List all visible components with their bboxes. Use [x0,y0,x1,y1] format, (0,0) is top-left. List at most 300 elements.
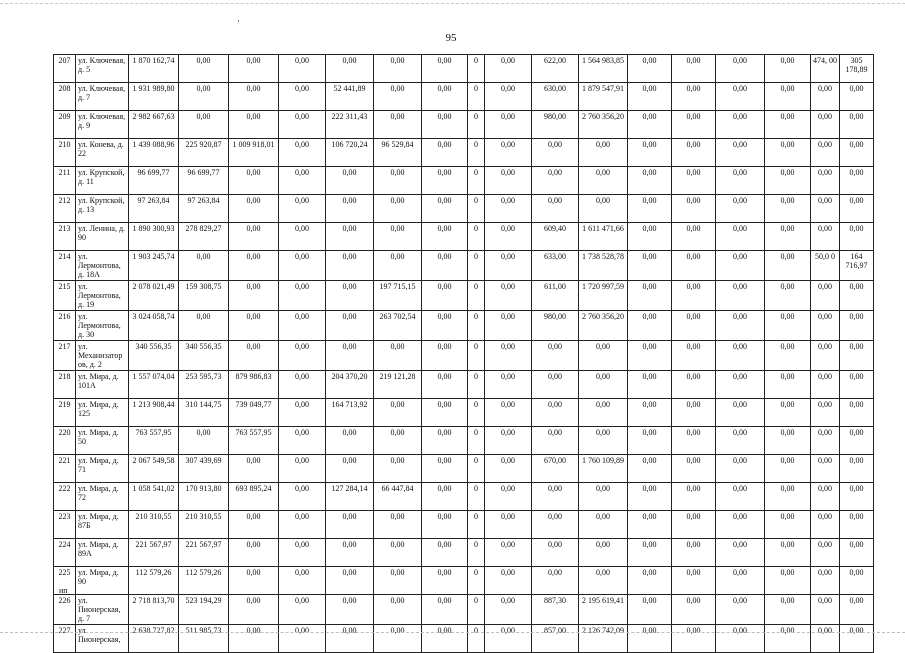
amount-cell: 0,00 [765,195,811,223]
table-row [54,595,874,625]
address-cell: ул. Механизатор ов, д. 2 [76,341,129,371]
amount-cell: 0,00 [485,55,532,83]
address-cell: ул. Лермонтова, д. 30 [76,311,129,341]
amount-cell: 0,00 [840,311,874,341]
row-number-cell: 216 [54,311,76,341]
amount-cell: 0,00 [672,195,716,223]
amount-cell: 0,00 [422,539,468,567]
footer-mark: ип [59,586,68,595]
amount-cell: 0,00 [279,427,326,455]
amount-cell: 0,00 [765,55,811,83]
amount-cell: 0,00 [229,539,279,567]
amount-cell: 0,00 [326,55,374,83]
address-cell: ул. Мира, д. 72 [76,483,129,511]
address-cell: ул. Мира, д. 87Б [76,511,129,539]
amount-cell: 0,00 [840,399,874,427]
amount-cell: 0,00 [326,625,374,653]
amount-cell: 0,00 [485,83,532,111]
amount-cell: 0 [468,567,485,595]
amount-cell: 857,00 [532,625,579,653]
amount-cell: 0,00 [422,427,468,455]
amount-cell: 0,00 [485,427,532,455]
amount-cell: 0,00 [579,511,628,539]
table-body [54,55,874,653]
amount-cell: 0,00 [485,111,532,139]
amount-cell: 0,00 [628,251,672,281]
table-row [54,455,874,483]
amount-cell: 0,00 [485,195,532,223]
amount-cell: 2 078 021,49 [129,281,179,311]
amount-cell: 0,00 [628,371,672,399]
amount-cell: 2 982 667,63 [129,111,179,139]
amount-cell: 0,00 [279,567,326,595]
row-number-cell: 225 [54,567,76,595]
amount-cell: 887,30 [532,595,579,625]
amount-cell: 0,00 [374,595,422,625]
amount-cell: 0,00 [326,455,374,483]
amount-cell: 0,00 [422,399,468,427]
amount-cell: 0,00 [279,55,326,83]
amount-cell: 0,00 [279,483,326,511]
amount-cell: 0,00 [628,195,672,223]
amount-cell: 879 986,83 [229,371,279,399]
amount-cell: 0,00 [485,341,532,371]
address-cell: ул. Ленина, д. 90 [76,223,129,251]
amount-cell: 0,00 [765,427,811,455]
amount-cell: 97 263,84 [179,195,229,223]
amount-cell: 0,00 [532,195,579,223]
amount-cell: 0,00 [716,223,765,251]
amount-cell: 0,00 [628,281,672,311]
amount-cell: 0,00 [279,455,326,483]
amount-cell: 0 [468,83,485,111]
amount-cell: 0,00 [485,167,532,195]
amount-cell: 0,00 [485,251,532,281]
table-row [54,567,874,595]
amount-cell: 0,00 [716,55,765,83]
table-row [54,311,874,341]
amount-cell: 0,00 [374,111,422,139]
amount-cell: 0,00 [374,341,422,371]
amount-cell: 0,00 [485,139,532,167]
amount-cell: 0,00 [374,223,422,251]
amount-cell: 340 556,35 [179,341,229,371]
amount-cell: 0,00 [840,371,874,399]
amount-cell: 0,00 [840,281,874,311]
amount-cell: 0,00 [765,251,811,281]
amount-cell: 980,00 [532,311,579,341]
amount-cell: 0,00 [229,341,279,371]
amount-cell: 0,00 [229,311,279,341]
amount-cell: 0,00 [374,55,422,83]
amount-cell: 0,00 [811,281,840,311]
amount-cell: 0,00 [811,595,840,625]
amount-cell: 0,00 [279,111,326,139]
amount-cell: 0,00 [672,483,716,511]
amount-cell: 0,00 [579,139,628,167]
amount-cell: 0,00 [374,195,422,223]
table-row [54,223,874,251]
row-number-cell: 207 [54,55,76,83]
amount-cell: 0 [468,223,485,251]
amount-cell: 0,00 [716,455,765,483]
amount-cell: 0,00 [628,167,672,195]
amount-cell: 1 903 245,74 [129,251,179,281]
amount-cell: 0,00 [672,455,716,483]
amount-cell: 0,00 [840,167,874,195]
amount-cell: 0,00 [485,371,532,399]
amount-cell: 0 [468,251,485,281]
amount-cell: 0 [468,483,485,511]
amount-cell: 0,00 [279,311,326,341]
amount-cell: 0,00 [579,399,628,427]
amount-cell: 0,00 [279,371,326,399]
amount-cell: 0,00 [716,625,765,653]
amount-cell: 0,00 [422,139,468,167]
amount-cell: 0,00 [672,55,716,83]
row-number-cell: 227 [54,625,76,653]
amount-cell: 0 [468,511,485,539]
amount-cell: 0,00 [326,595,374,625]
amount-cell: 1 557 074,04 [129,371,179,399]
amount-cell: 0,00 [579,167,628,195]
amount-cell: 980,00 [532,111,579,139]
table-row [54,341,874,371]
amount-cell: 0,00 [672,399,716,427]
amount-cell: 0,00 [628,483,672,511]
amount-cell: 0,00 [422,195,468,223]
row-number-cell: 211 [54,167,76,195]
amount-cell: 164 713,92 [326,399,374,427]
amount-cell: 0 [468,455,485,483]
amount-cell: 0,00 [485,311,532,341]
amount-cell: 474, 00 [811,55,840,83]
amount-cell: 0,00 [672,341,716,371]
amount-cell: 0,00 [811,371,840,399]
amount-cell: 0,00 [628,625,672,653]
amount-cell: 0,00 [579,195,628,223]
amount-cell: 0,00 [326,223,374,251]
amount-cell: 225 920,87 [179,139,229,167]
amount-cell: 310 144,75 [179,399,229,427]
amount-cell: 0 [468,539,485,567]
amount-cell: 0,00 [422,483,468,511]
amount-cell: 0,00 [840,427,874,455]
amount-cell: 0,00 [811,539,840,567]
amount-cell: 0,00 [326,311,374,341]
amount-cell: 0,00 [672,625,716,653]
amount-cell: 0 [468,167,485,195]
amount-cell: 0 [468,281,485,311]
amount-cell: 0,00 [579,539,628,567]
amount-cell: 670,00 [532,455,579,483]
address-cell: ул. Пионерская, д. 7 [76,595,129,625]
amount-cell: 0,00 [229,83,279,111]
amount-cell: 0,00 [628,399,672,427]
amount-cell: 1 931 989,80 [129,83,179,111]
amount-cell: 0,00 [628,539,672,567]
amount-cell: 0,00 [422,167,468,195]
amount-cell: 0,00 [279,223,326,251]
amount-cell: 511 985,73 [179,625,229,653]
amount-cell: 2 760 356,20 [579,111,628,139]
amount-cell: 0,00 [179,311,229,341]
amount-cell: 170 913,80 [179,483,229,511]
amount-cell: 0,00 [279,511,326,539]
amount-cell: 0,00 [716,567,765,595]
table-row [54,281,874,311]
amount-cell: 0,00 [179,251,229,281]
amount-cell: 0,00 [672,539,716,567]
amount-cell: 0,00 [840,195,874,223]
amount-cell: 0 [468,427,485,455]
amount-cell: 0 [468,625,485,653]
amount-cell: 0,00 [279,399,326,427]
amount-cell: 340 556,35 [129,341,179,371]
amount-cell: 0,00 [279,341,326,371]
amount-cell: 0,00 [811,511,840,539]
row-number-cell: 215 [54,281,76,311]
amount-cell: 0,00 [840,483,874,511]
amount-cell: 0,00 [628,595,672,625]
amount-cell: 2 195 619,41 [579,595,628,625]
amount-cell: 0,00 [765,111,811,139]
address-cell: ул. Крупской, д. 11 [76,167,129,195]
amount-cell: 0,00 [326,281,374,311]
amount-cell: 0,00 [716,371,765,399]
amount-cell: 0,00 [279,539,326,567]
amount-cell: 0,00 [229,595,279,625]
amount-cell: 0,00 [326,567,374,595]
amount-cell: 0,00 [374,427,422,455]
amount-cell: 763 557,95 [229,427,279,455]
amount-cell: 96 699,77 [129,167,179,195]
table-row [54,539,874,567]
amount-cell: 0,00 [628,139,672,167]
amount-cell: 0,00 [279,83,326,111]
amount-cell: 0,00 [374,167,422,195]
table-row [54,251,874,281]
amount-cell: 0,00 [374,539,422,567]
amount-cell: 0,00 [628,511,672,539]
row-number-cell: 214 [54,251,76,281]
table-row [54,55,874,83]
amount-cell: 0,00 [422,371,468,399]
amount-cell: 0,00 [374,83,422,111]
amount-cell: 0,00 [485,595,532,625]
amount-cell: 0,00 [422,251,468,281]
amount-cell: 0,00 [628,455,672,483]
amount-cell: 0,00 [532,427,579,455]
amount-cell: 0,00 [532,511,579,539]
amount-cell: 1 738 528,78 [579,251,628,281]
amount-cell: 0,00 [326,251,374,281]
amount-cell: 0,00 [716,539,765,567]
amount-cell: 0,00 [765,399,811,427]
amount-cell: 0,00 [579,427,628,455]
amount-cell: 1 611 471,66 [579,223,628,251]
address-cell: ул. Ключевая, д. 7 [76,83,129,111]
amount-cell: 0,00 [811,311,840,341]
amount-cell: 0 [468,139,485,167]
amount-cell: 0,00 [840,139,874,167]
amount-cell: 0,00 [811,483,840,511]
amount-cell: 0,00 [811,399,840,427]
row-number-cell: 213 [54,223,76,251]
amount-cell: 609,40 [532,223,579,251]
amount-cell: 1 564 983,85 [579,55,628,83]
amount-cell: 0,00 [374,399,422,427]
amount-cell: 66 447,84 [374,483,422,511]
amount-cell: 0,00 [716,139,765,167]
amount-cell: 0,00 [672,311,716,341]
amount-cell: 0,00 [840,223,874,251]
amount-cell: 0,00 [279,139,326,167]
table-row [54,427,874,455]
amount-cell: 0,00 [716,399,765,427]
table-row [54,111,874,139]
amount-cell: 0,00 [840,567,874,595]
amount-cell: 0,00 [579,483,628,511]
amount-cell: 0 [468,55,485,83]
amount-cell: 0,00 [422,111,468,139]
row-number-cell: 208 [54,83,76,111]
amount-cell: 0,00 [532,167,579,195]
amount-cell: 0,00 [765,455,811,483]
amount-cell: 0,00 [628,83,672,111]
amount-cell: 0,00 [811,427,840,455]
address-cell: ул. Мира, д. 101А [76,371,129,399]
amount-cell: 0,00 [811,83,840,111]
amount-cell: 0,00 [532,483,579,511]
table-row [54,195,874,223]
amount-cell: 0,00 [716,511,765,539]
amount-cell: 0,00 [422,625,468,653]
table-row [54,139,874,167]
amount-cell: 210 310,55 [129,511,179,539]
amount-cell: 0,00 [532,567,579,595]
amount-cell: 0,00 [229,223,279,251]
amount-cell: 0,00 [326,341,374,371]
amount-cell: 0,00 [811,139,840,167]
amount-cell: 0,00 [485,567,532,595]
amount-cell: 0,00 [628,111,672,139]
amount-cell: 0,00 [628,223,672,251]
amount-cell: 0,00 [485,223,532,251]
amount-cell: 0,00 [485,483,532,511]
amount-cell: 0,00 [229,625,279,653]
amount-cell: 0,00 [765,483,811,511]
amount-cell: 0,00 [229,511,279,539]
amount-cell: 0,00 [279,195,326,223]
amount-cell: 0,00 [765,371,811,399]
amount-cell: 0,00 [179,111,229,139]
amount-cell: 0,00 [672,167,716,195]
amount-cell: 0,00 [279,595,326,625]
amount-cell: 96 699,77 [179,167,229,195]
amount-cell: 0,00 [840,595,874,625]
amount-cell: 0,00 [374,251,422,281]
amount-cell: 0,00 [716,281,765,311]
amount-cell: 0,00 [326,427,374,455]
amount-cell: 0,00 [326,195,374,223]
amount-cell: 0,00 [374,625,422,653]
amount-cell: 222 311,43 [326,111,374,139]
table-row [54,167,874,195]
amount-cell: 0,00 [374,511,422,539]
amount-cell: 2 760 356,20 [579,311,628,341]
page-number: 95 [445,32,457,44]
table-row [54,399,874,427]
amount-cell: 0,00 [229,455,279,483]
amount-cell: 0,00 [422,595,468,625]
amount-cell: 0,00 [179,427,229,455]
row-number-cell: 209 [54,111,76,139]
amount-cell: 1 213 908,44 [129,399,179,427]
amount-cell: 0,00 [716,83,765,111]
amount-cell: 0,00 [672,281,716,311]
amount-cell: 0,00 [765,595,811,625]
scan-speck [238,20,239,22]
amount-cell: 0,00 [279,625,326,653]
amount-cell: 633,00 [532,251,579,281]
address-cell: ул. Мира, д. 50 [76,427,129,455]
amount-cell: 0,00 [716,311,765,341]
table-row [54,483,874,511]
row-number-cell: 218 [54,371,76,399]
amount-cell: 0,00 [840,625,874,653]
amount-cell: 0,00 [628,567,672,595]
amount-cell: 0 [468,111,485,139]
row-number-cell: 221 [54,455,76,483]
row-number-cell: 219 [54,399,76,427]
amount-cell: 0,00 [579,567,628,595]
amount-cell: 0,00 [532,539,579,567]
amount-cell: 739 049,77 [229,399,279,427]
amount-cell: 112 579,26 [179,567,229,595]
amount-cell: 0,00 [672,83,716,111]
amount-cell: 0,00 [672,427,716,455]
amount-cell: 0,00 [716,167,765,195]
amount-cell: 0,00 [279,251,326,281]
amount-cell: 0,00 [579,371,628,399]
amount-cell: 0,00 [326,539,374,567]
amount-cell: 0,00 [229,55,279,83]
amount-cell: 0,00 [765,223,811,251]
table-row [54,511,874,539]
amount-cell: 0,00 [811,455,840,483]
amount-cell: 97 263,84 [129,195,179,223]
amount-cell: 2 718 813,70 [129,595,179,625]
row-number-cell: 223 [54,511,76,539]
amount-cell: 0,00 [485,511,532,539]
amount-cell: 106 720,24 [326,139,374,167]
amount-cell: 1 009 918,01 [229,139,279,167]
amount-cell: 164 716,97 [840,251,874,281]
amount-cell: 0,00 [532,399,579,427]
amount-cell: 0,00 [422,281,468,311]
amount-cell: 0,00 [716,427,765,455]
amount-cell: 0,00 [279,167,326,195]
amount-cell: 0,00 [229,111,279,139]
amount-cell: 0,00 [765,539,811,567]
amount-cell: 1 720 997,59 [579,281,628,311]
amount-cell: 159 308,75 [179,281,229,311]
amount-cell: 0,00 [672,111,716,139]
amount-cell: 0,00 [422,511,468,539]
amount-cell: 1 879 547,91 [579,83,628,111]
amount-cell: 0,00 [716,341,765,371]
